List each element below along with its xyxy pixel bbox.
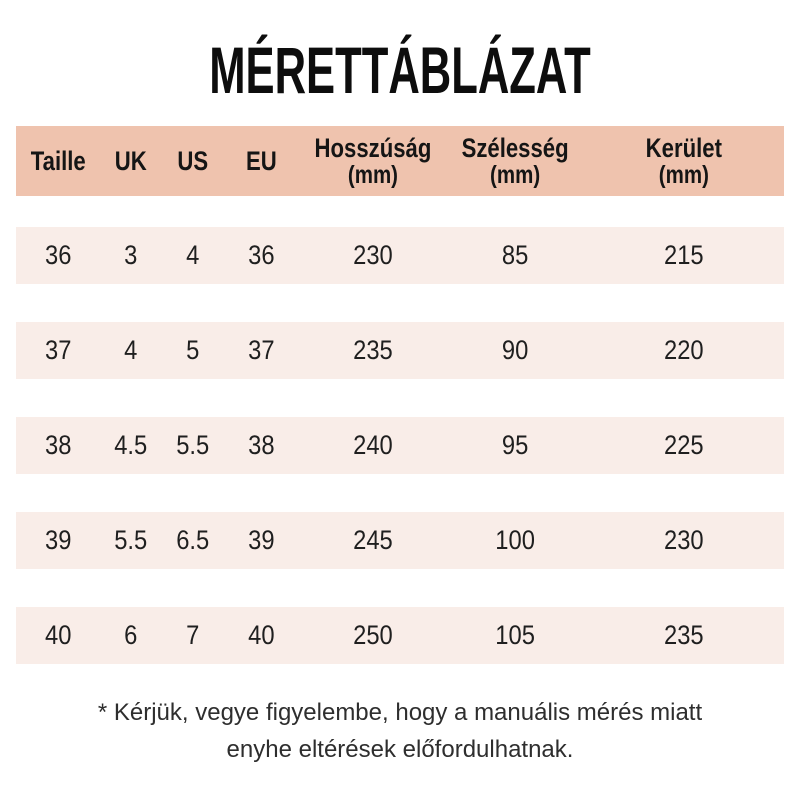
table-header-row [16, 126, 784, 196]
table-cell: 5.5 [176, 430, 210, 460]
header-cell-taille [24, 147, 93, 175]
table-cell: 6.5 [176, 525, 210, 555]
table-cell: 4.5 [114, 430, 148, 460]
table-cell: 4 [186, 240, 200, 270]
table-cell: 250 [353, 620, 393, 650]
table-cell: 235 [353, 335, 393, 365]
table-cell: 6 [124, 620, 138, 650]
table-cell: 90 [501, 335, 529, 365]
table-row [16, 227, 784, 284]
table-cell: 38 [248, 430, 275, 460]
footnote [0, 694, 800, 768]
size-chart-page [0, 30, 800, 800]
header-unit: (mm) [490, 161, 541, 189]
table-cell: 5 [186, 335, 200, 365]
table-cell: 230 [353, 240, 393, 270]
header-cell-circumference [602, 134, 766, 188]
table-cell: 100 [495, 525, 535, 555]
table-cell: 37 [45, 335, 72, 365]
table-cell: 39 [45, 525, 72, 555]
title-container [0, 30, 800, 116]
table-cell: 245 [353, 525, 393, 555]
header-cell-uk [106, 147, 156, 175]
table-cell: 230 [664, 525, 704, 555]
table-cell: 7 [186, 620, 200, 650]
header-label: Kerület [645, 133, 723, 163]
table-row [16, 607, 784, 664]
header-label: UK [115, 146, 148, 176]
header-label: Szélesség [461, 133, 569, 163]
size-table [16, 126, 784, 664]
table-cell: 4 [124, 335, 138, 365]
table-cell: 38 [45, 430, 72, 460]
header-label: US [177, 146, 208, 176]
table-cell: 36 [248, 240, 275, 270]
footnote-line-1: * Kérjük, vegye figyelembe, hogy a manuális mérés miatt [97, 699, 703, 726]
table-cell: 39 [248, 525, 275, 555]
header-unit: (mm) [659, 161, 710, 189]
header-cell-us [167, 147, 217, 175]
header-unit: (mm) [348, 161, 399, 189]
footnote-line-2: enyhe eltérések előfordulhatnak. [226, 736, 574, 763]
table-cell: 105 [495, 620, 535, 650]
table-cell: 240 [353, 430, 393, 460]
header-label: Hosszúság [314, 133, 432, 163]
header-cell-width [458, 134, 571, 188]
table-cell: 235 [664, 620, 704, 650]
table-row [16, 322, 784, 379]
table-cell: 215 [664, 240, 704, 270]
header-label: EU [246, 146, 278, 176]
table-cell: 40 [45, 620, 72, 650]
table-cell: 40 [248, 620, 275, 650]
page-title: MÉRETTÁBLÁZAT [209, 33, 591, 107]
table-cell: 37 [248, 335, 275, 365]
table-cell: 225 [664, 430, 704, 460]
header-label: Taille [30, 146, 86, 176]
table-cell: 5.5 [114, 525, 148, 555]
table-cell: 3 [124, 240, 138, 270]
table-cell: 95 [501, 430, 529, 460]
table-body [16, 227, 784, 664]
header-cell-length [313, 134, 433, 188]
table-row [16, 512, 784, 569]
table-cell: 85 [501, 240, 529, 270]
table-cell: 36 [45, 240, 72, 270]
table-row [16, 417, 784, 474]
table-cell: 220 [664, 335, 704, 365]
header-cell-eu [230, 147, 293, 175]
